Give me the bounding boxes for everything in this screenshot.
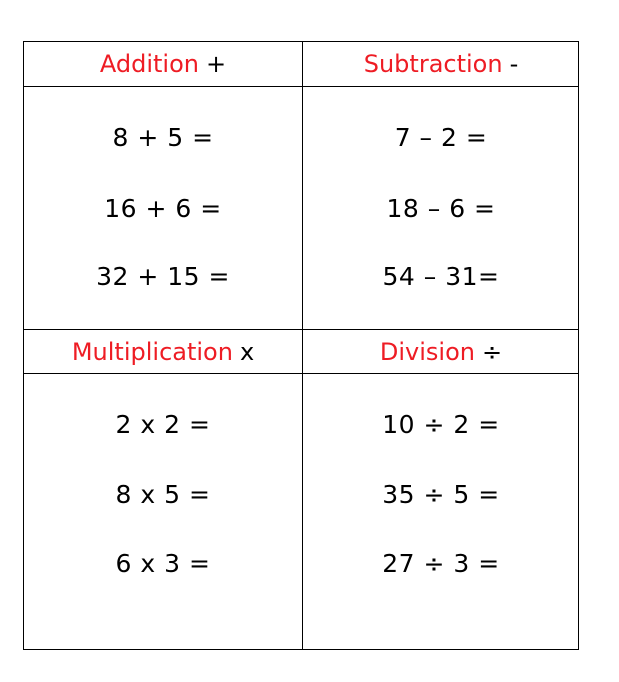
subtraction-problem-3: 54 – 31= (382, 262, 500, 291)
division-problem-3: 27 ÷ 3 = (382, 549, 500, 578)
multiplication-symbol: x (239, 337, 255, 366)
multiplication-problem-2: 8 x 5 = (115, 480, 211, 509)
worksheet-table (23, 41, 579, 650)
subtraction-problems (303, 87, 579, 329)
addition-header (24, 42, 302, 86)
subtraction-symbol: - (509, 50, 519, 78)
division-problems (303, 374, 579, 649)
addition-problem-3: 32 + 15 = (96, 262, 230, 291)
multiplication-problems (24, 374, 302, 649)
division-problem-1: 10 ÷ 2 = (382, 410, 500, 439)
subtraction-problem-1: 7 – 2 = (394, 123, 488, 152)
multiplication-problem-3: 6 x 3 = (115, 549, 211, 578)
division-symbol: ÷ (481, 337, 503, 366)
division-problem-2: 35 ÷ 5 = (382, 480, 500, 509)
subtraction-header (303, 42, 579, 86)
division-header (303, 330, 579, 373)
addition-problems (24, 87, 302, 329)
subtraction-problem-2: 18 – 6 = (386, 194, 496, 223)
addition-symbol: + (206, 50, 227, 78)
division-title: Division (379, 337, 475, 366)
addition-problem-1: 8 + 5 = (112, 123, 214, 152)
multiplication-problem-1: 2 x 2 = (115, 410, 211, 439)
subtraction-title: Subtraction (363, 50, 503, 78)
multiplication-header (24, 330, 302, 373)
addition-problem-2: 16 + 6 = (104, 194, 222, 223)
multiplication-title: Multiplication (71, 337, 233, 366)
addition-title: Addition (99, 50, 199, 78)
